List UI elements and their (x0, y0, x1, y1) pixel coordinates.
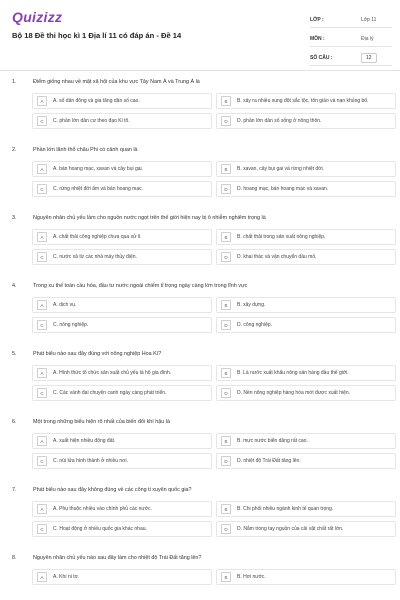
meta-count-row (310, 51, 392, 66)
question-number: 4. (12, 283, 17, 289)
question-text: Phát biểu nào sau đây đúng với nông nghiệp Hoa Kì? (33, 351, 162, 357)
question-4 (0, 279, 400, 333)
option-letter-badge: B (221, 436, 231, 446)
option-text: B. xavan, cây bụi gai và rừng nhiệt đới. (237, 165, 324, 172)
meta-class-row (310, 13, 392, 28)
answer-option-d[interactable] (216, 249, 396, 265)
answer-option-b[interactable] (216, 365, 396, 381)
count-value: 12 (361, 53, 377, 63)
count-label: SỐ CÂU : (310, 55, 333, 61)
question-header (0, 551, 400, 565)
question-5 (0, 347, 400, 401)
option-text: C. núi lửa hình thành ở nhiều nơi. (53, 457, 128, 464)
option-letter-badge: C (37, 524, 47, 534)
option-text: C. phần lớn dân cư theo đạo Ki tô. (53, 117, 130, 124)
question-list (0, 75, 400, 585)
answer-options (0, 229, 400, 265)
answer-options (0, 365, 400, 401)
question-number: 1. (12, 79, 17, 85)
option-letter-badge: B (221, 368, 231, 378)
question-number: 7. (12, 487, 17, 493)
option-letter-badge: B (221, 96, 231, 106)
question-header (0, 483, 400, 497)
option-text: D. hoang mạc, bán hoang mạc và xavan. (237, 185, 329, 192)
question-text: Nguyên nhân chủ yếu nào sau đây làm cho nhiệt độ Trái Đất tăng lên? (33, 555, 202, 561)
subject-value: Địa lý (361, 36, 374, 42)
option-text: C. Hoạt động ở nhiều quốc gia khác nhau. (53, 525, 147, 532)
answer-option-d[interactable] (216, 521, 396, 537)
question-text: Nguyên nhân chủ yếu làm cho nguồn nước ngọt trên thế giới hiện nay bị ô nhiễm nghiêm trọng là (33, 215, 266, 221)
option-text: D. phần lớn dân số sống ở nông thôn. (237, 117, 322, 124)
answer-option-a[interactable] (32, 365, 212, 381)
answer-option-c[interactable] (32, 385, 212, 401)
question-number: 2. (12, 147, 17, 153)
answer-option-a[interactable] (32, 229, 212, 245)
option-letter-badge: A (37, 572, 47, 582)
option-letter-badge: D (221, 252, 231, 262)
meta-subject-row (310, 32, 392, 47)
answer-option-a[interactable] (32, 433, 212, 449)
option-text: A. Khí ni tơ. (53, 573, 80, 580)
option-letter-badge: A (37, 232, 47, 242)
answer-option-d[interactable] (216, 453, 396, 469)
question-7 (0, 483, 400, 537)
question-text: Phần lớn lãnh thổ châu Phi có cảnh quan là (33, 147, 138, 153)
option-letter-badge: A (37, 164, 47, 174)
option-text: D. Nền nông nghiệp hàng hóa mới được xuất hiện. (237, 389, 351, 396)
question-text: Phát biểu nào sau đây không đúng về các công ti xuyên quốc gia? (33, 487, 192, 493)
answer-option-b[interactable] (216, 297, 396, 313)
answer-options (0, 297, 400, 333)
question-8 (0, 551, 400, 585)
option-letter-badge: D (221, 116, 231, 126)
option-text: A. dịch vụ. (53, 301, 77, 308)
header-divider (0, 70, 400, 71)
option-text: D. nhiệt độ Trái Đất tăng lên. (237, 457, 301, 464)
question-1 (0, 75, 400, 129)
question-header (0, 415, 400, 429)
question-number: 8. (12, 555, 17, 561)
question-header (0, 75, 400, 89)
option-letter-badge: C (37, 388, 47, 398)
answer-option-a[interactable] (32, 501, 212, 517)
option-text: A. Phụ thuộc nhiều vào chính phủ các nước. (53, 505, 152, 512)
answer-option-a[interactable] (32, 161, 212, 177)
question-text: Điểm giống nhau về mặt xã hội của khu vực Tây Nam Á và Trung Á là (33, 79, 200, 85)
option-letter-badge: A (37, 436, 47, 446)
question-number: 5. (12, 351, 17, 357)
class-label: LỚP : (310, 17, 324, 23)
option-letter-badge: D (221, 388, 231, 398)
answer-option-b[interactable] (216, 161, 396, 177)
question-header (0, 279, 400, 293)
answer-option-d[interactable] (216, 181, 396, 197)
option-letter-badge: C (37, 320, 47, 330)
answer-option-b[interactable] (216, 229, 396, 245)
option-text: A. Hình thức tổ chức sản xuất chủ yếu là hộ gia đình. (53, 369, 172, 376)
answer-options (0, 501, 400, 537)
option-text: A. chất thải công nghiệp chưa qua xử lí. (53, 233, 142, 240)
answer-option-a[interactable] (32, 297, 212, 313)
option-letter-badge: C (37, 456, 47, 466)
answer-option-c[interactable] (32, 453, 212, 469)
option-text: C. rừng nhiệt đới ẩm và bán hoang mạc. (53, 185, 144, 192)
option-text: D. Nắm trong tay nguồn của cải vật chất rất lớn. (237, 525, 344, 532)
answer-option-a[interactable] (32, 569, 212, 585)
answer-option-b[interactable] (216, 433, 396, 449)
answer-options (0, 93, 400, 129)
option-text: B. xảy ra nhiều xung đột sắc tộc, tôn giáo và nạn khủng bố. (237, 97, 369, 104)
option-text: D. khai thác và vận chuyển dầu mỏ. (237, 253, 317, 260)
option-text: B. Chi phối nhiều ngành kinh tế quan trọng. (237, 505, 334, 512)
option-text: B. Là nước xuất khẩu nông sản hàng đầu thế giới. (237, 369, 349, 376)
option-letter-badge: C (37, 116, 47, 126)
question-text: Một trong những biểu hiện rõ nhất của biến đổi khí hậu là (33, 419, 170, 425)
answer-options (0, 569, 400, 585)
option-letter-badge: B (221, 232, 231, 242)
question-header (0, 347, 400, 361)
option-text: A. xuất hiện nhiều động đất. (53, 437, 116, 444)
question-6 (0, 415, 400, 469)
answer-option-c[interactable] (32, 521, 212, 537)
answer-options (0, 433, 400, 469)
answer-option-b[interactable] (216, 569, 396, 585)
option-text: D. công nghiệp. (237, 321, 273, 328)
option-letter-badge: B (221, 504, 231, 514)
option-letter-badge: D (221, 524, 231, 534)
question-3 (0, 211, 400, 265)
question-number: 6. (12, 419, 17, 425)
option-text: B. Hơi nước. (237, 573, 266, 580)
subject-label: MÔN : (310, 36, 325, 42)
answer-option-c[interactable] (32, 249, 212, 265)
option-text: B. xây dựng. (237, 301, 266, 308)
answer-option-d[interactable] (216, 113, 396, 129)
answer-option-d[interactable] (216, 385, 396, 401)
option-text: C. Các vành đai chuyên canh ngày càng phát triển. (53, 389, 167, 396)
answer-option-a[interactable] (32, 93, 212, 109)
option-letter-badge: A (37, 504, 47, 514)
question-2 (0, 143, 400, 197)
option-letter-badge: B (221, 164, 231, 174)
option-letter-badge: B (221, 572, 231, 582)
answer-option-d[interactable] (216, 317, 396, 333)
option-letter-badge: C (37, 252, 47, 262)
option-text: B. chất thải trong sản xuất nông nghiệp. (237, 233, 326, 240)
meta-panel (310, 13, 392, 66)
question-number: 3. (12, 215, 17, 221)
quizizz-logo: Quizizz (12, 9, 63, 25)
option-letter-badge: A (37, 96, 47, 106)
option-letter-badge: B (221, 300, 231, 310)
option-text: A. số dân đông và gia tăng dân số cao. (53, 97, 140, 104)
answer-options (0, 161, 400, 197)
answer-option-b[interactable] (216, 93, 396, 109)
page-title: Bộ 18 Đề thi học kì 1 Địa lí 11 có đáp án - Đề 14 (12, 31, 182, 40)
option-letter-badge: D (221, 184, 231, 194)
option-text: C. nước xả từ các nhà máy thủy điện. (53, 253, 137, 260)
option-text: A. bán hoang mạc, xavan và cây bụi gai. (53, 165, 144, 172)
answer-option-c[interactable] (32, 317, 212, 333)
option-letter-badge: A (37, 368, 47, 378)
worksheet-header (0, 0, 400, 70)
option-letter-badge: A (37, 300, 47, 310)
answer-option-b[interactable] (216, 501, 396, 517)
option-text: B. mực nước biển dâng rất cao. (237, 437, 308, 444)
answer-option-c[interactable] (32, 181, 212, 197)
question-header (0, 211, 400, 225)
answer-option-c[interactable] (32, 113, 212, 129)
class-value: Lớp 11 (361, 17, 377, 23)
question-text: Trong xu thế toàn cầu hóa, đầu tư nước ngoài chiếm tỉ trọng ngày càng lớn trong lĩnh vực (33, 283, 248, 289)
option-letter-badge: D (221, 320, 231, 330)
option-letter-badge: C (37, 184, 47, 194)
question-header (0, 143, 400, 157)
option-text: C. nông nghiệp. (53, 321, 89, 328)
option-letter-badge: D (221, 456, 231, 466)
